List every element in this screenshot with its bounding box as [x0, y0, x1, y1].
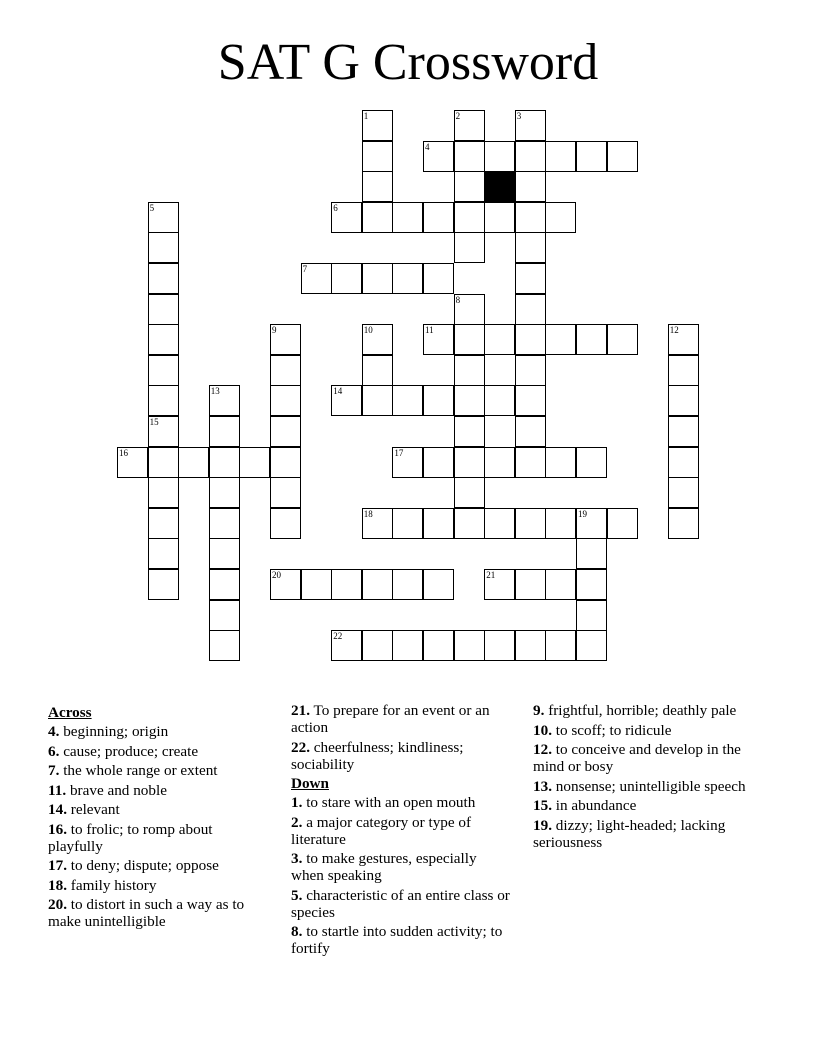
grid-cell[interactable] [454, 294, 485, 325]
cell-number: 5 [149, 202, 155, 213]
clue-number: 9. [533, 702, 545, 719]
grid-cell[interactable] [270, 508, 301, 539]
grid-cell[interactable] [454, 202, 485, 233]
grid-cell[interactable] [362, 141, 393, 172]
cell-number: 7 [302, 264, 308, 274]
clue-across-item [48, 782, 270, 799]
grid-cell[interactable] [668, 477, 699, 508]
grid-cell[interactable] [545, 630, 576, 661]
clue-across-item [48, 723, 270, 740]
grid-cell[interactable] [148, 538, 179, 569]
grid-cell[interactable] [454, 171, 485, 202]
grid-cell[interactable] [148, 294, 179, 325]
grid-cell[interactable] [454, 141, 485, 172]
clue-across-item [48, 896, 270, 930]
grid-cell[interactable] [454, 447, 485, 478]
clue-number: 8. [291, 923, 303, 940]
clue-text: to scoff; to ridicule [555, 721, 672, 739]
clue-down-item [291, 887, 513, 921]
clue-number: 17. [48, 857, 67, 874]
grid-cell[interactable] [484, 202, 515, 233]
clue-down-item [533, 778, 763, 795]
grid-cell[interactable] [668, 508, 699, 539]
clue-number: 14. [48, 801, 67, 818]
clue-text: cheerfulness; kindliness; sociability [291, 738, 464, 773]
grid-cell[interactable] [515, 355, 546, 386]
grid-cell[interactable] [423, 569, 454, 600]
grid-cell[interactable] [209, 385, 240, 416]
grid-cell[interactable] [515, 569, 546, 600]
grid-cell[interactable] [515, 110, 546, 141]
grid-cell[interactable] [178, 447, 209, 478]
grid-cell[interactable] [484, 385, 515, 416]
cell-number: 8 [455, 294, 461, 305]
clue-across-item [48, 801, 270, 818]
grid-cell[interactable] [148, 355, 179, 386]
clue-down-item [533, 817, 763, 851]
grid-cell[interactable] [362, 263, 393, 294]
grid-cell[interactable] [423, 263, 454, 294]
cell-number: 10 [363, 325, 373, 336]
grid-cell[interactable] [515, 630, 546, 661]
grid-cell[interactable] [454, 355, 485, 386]
clue-number: 10. [533, 721, 552, 739]
grid-cell[interactable] [607, 324, 638, 355]
grid-cell[interactable] [362, 569, 393, 600]
grid-cell[interactable] [148, 202, 179, 233]
grid-cell[interactable] [270, 385, 301, 416]
grid-cell[interactable] [209, 508, 240, 539]
grid-cell[interactable] [331, 385, 362, 416]
clue-column-3 [533, 702, 763, 853]
cell-number: 3 [516, 111, 522, 121]
grid-cell[interactable] [484, 569, 515, 600]
clue-number: 19. [533, 816, 552, 834]
cell-number: 15 [149, 417, 159, 427]
grid-cell[interactable] [423, 324, 454, 355]
grid-cell[interactable] [301, 263, 332, 294]
clue-text: cause; produce; create [63, 742, 199, 760]
clue-number: 6. [48, 742, 60, 760]
grid-cell[interactable] [545, 447, 576, 478]
grid-cell[interactable] [515, 294, 546, 325]
down-heading: Down [291, 775, 329, 792]
grid-cell[interactable] [545, 508, 576, 539]
grid-cell[interactable] [209, 600, 240, 631]
grid-cell[interactable] [392, 385, 423, 416]
grid-cell[interactable] [668, 355, 699, 386]
grid-cell[interactable] [515, 447, 546, 478]
grid-cell[interactable] [454, 232, 485, 263]
grid-cell[interactable] [515, 416, 546, 447]
grid-cell[interactable] [392, 630, 423, 661]
grid-cell[interactable] [668, 447, 699, 478]
cell-number: 19 [578, 508, 587, 519]
clue-number: 20. [48, 896, 67, 913]
grid-cell[interactable] [454, 416, 485, 447]
cell-number: 17 [394, 447, 404, 458]
clue-text: brave and noble [69, 781, 167, 799]
grid-cell[interactable] [545, 324, 576, 355]
grid-cell[interactable] [515, 232, 546, 263]
cell-number: 2 [455, 111, 461, 121]
clue-text: the whole range or extent [63, 762, 218, 779]
clue-number: 16. [48, 820, 67, 838]
grid-cell[interactable] [239, 447, 270, 478]
grid-cell[interactable] [607, 508, 638, 539]
grid-cell[interactable] [331, 263, 362, 294]
grid-cell[interactable] [423, 202, 454, 233]
grid-cell[interactable] [362, 324, 393, 355]
grid-cell[interactable] [362, 171, 393, 202]
grid-cell[interactable] [576, 569, 607, 600]
grid-cell[interactable] [576, 141, 607, 172]
black-square [484, 171, 515, 202]
grid-cell[interactable] [484, 508, 515, 539]
grid-cell[interactable] [209, 630, 240, 661]
grid-cell[interactable] [423, 630, 454, 661]
clue-text: to distort in such a way as to make unintelligible [48, 896, 245, 930]
clue-text: beginning; origin [63, 723, 169, 740]
clue-text: family history [70, 876, 157, 894]
clue-column-2 [291, 702, 513, 960]
clue-across-item [48, 762, 270, 779]
cell-number: 20 [272, 570, 281, 580]
grid-cell[interactable] [545, 141, 576, 172]
clue-across-item [48, 857, 270, 874]
grid-cell[interactable] [423, 508, 454, 539]
grid-cell[interactable] [270, 447, 301, 478]
clue-text: to frolic; to romp about playfully [48, 820, 213, 855]
clue-across-item [48, 821, 270, 855]
grid-cell[interactable] [576, 630, 607, 661]
grid-cell[interactable] [148, 447, 179, 478]
grid-cell[interactable] [484, 630, 515, 661]
grid-cell[interactable] [362, 508, 393, 539]
clue-text: nonsense; unintelligible speech [555, 777, 746, 795]
grid-cell[interactable] [576, 508, 607, 539]
grid-cell[interactable] [576, 600, 607, 631]
cell-number: 18 [363, 508, 373, 519]
grid-cell[interactable] [148, 324, 179, 355]
grid-cell[interactable] [668, 416, 699, 447]
grid-cell[interactable] [484, 447, 515, 478]
grid-cell[interactable] [270, 416, 301, 447]
clue-down-item [533, 741, 763, 775]
clue-number: 1. [291, 794, 303, 811]
clue-down-item [291, 923, 513, 957]
clue-text: to startle into sudden activity; to fortify [291, 923, 503, 957]
grid-cell[interactable] [454, 630, 485, 661]
puzzle-title: SAT G Crossword [217, 34, 599, 91]
grid-cell[interactable] [454, 324, 485, 355]
grid-cell[interactable] [270, 477, 301, 508]
clue-number: 13. [533, 777, 552, 795]
grid-cell[interactable] [576, 538, 607, 569]
clue-across-item [48, 877, 270, 894]
clue-across-item [48, 743, 270, 760]
grid-cell[interactable] [515, 171, 546, 202]
grid-cell[interactable] [515, 324, 546, 355]
clue-text: a major category or type of literature [291, 813, 472, 848]
grid-cell[interactable] [362, 355, 393, 386]
cell-number: 21 [486, 570, 496, 580]
grid-cell[interactable] [148, 477, 179, 508]
grid-cell[interactable] [148, 385, 179, 416]
grid-cell[interactable] [392, 508, 423, 539]
grid-cell[interactable] [392, 569, 423, 600]
clue-down-item [533, 722, 763, 739]
grid-cell[interactable] [392, 263, 423, 294]
grid-cell[interactable] [270, 569, 301, 600]
clue-number: 4. [48, 723, 60, 740]
clue-down-item [291, 794, 513, 811]
grid-cell[interactable] [454, 508, 485, 539]
grid-cell[interactable] [484, 141, 515, 172]
grid-cell[interactable] [576, 447, 607, 478]
grid-cell[interactable] [148, 508, 179, 539]
grid-cell[interactable] [148, 232, 179, 263]
across-heading: Across [48, 704, 92, 721]
grid-cell[interactable] [454, 477, 485, 508]
grid-cell[interactable] [331, 630, 362, 661]
grid-cell[interactable] [668, 385, 699, 416]
grid-cell[interactable] [209, 416, 240, 447]
grid-cell[interactable] [209, 477, 240, 508]
clue-number: 22. [291, 738, 310, 756]
clue-across-item [291, 702, 513, 736]
cell-number: 22 [333, 631, 343, 642]
clue-number: 15. [533, 797, 552, 814]
cell-number: 6 [333, 202, 338, 213]
cell-number: 14 [333, 386, 343, 397]
clue-number: 21. [291, 702, 310, 719]
clue-text: to deny; dispute; oppose [70, 857, 219, 874]
grid-cell[interactable] [301, 569, 332, 600]
grid-cell[interactable] [148, 263, 179, 294]
grid-cell[interactable] [515, 385, 546, 416]
grid-cell[interactable] [668, 324, 699, 355]
clue-text: relevant [70, 801, 120, 818]
clue-text: frightful, horrible; deathly pale [548, 702, 737, 719]
clue-text: to make gestures, especially when speaking [291, 850, 477, 884]
grid-cell[interactable] [362, 110, 393, 141]
clue-text: characteristic of an entire class or species [291, 886, 510, 921]
grid-cell[interactable] [423, 447, 454, 478]
grid-cell[interactable] [423, 385, 454, 416]
grid-cell[interactable] [148, 416, 179, 447]
clue-number: 11. [48, 781, 67, 799]
clue-down-item [291, 850, 513, 884]
grid-cell[interactable] [515, 202, 546, 233]
clue-text: to stare with an open mouth [306, 794, 476, 811]
grid-cell[interactable] [515, 141, 546, 172]
grid-cell[interactable] [148, 569, 179, 600]
grid-cell[interactable] [331, 202, 362, 233]
grid-cell[interactable] [209, 538, 240, 569]
grid-cell[interactable] [545, 569, 576, 600]
grid-cell[interactable] [117, 447, 148, 478]
cell-number: 11 [425, 325, 434, 336]
grid-cell[interactable] [515, 263, 546, 294]
clue-number: 5. [291, 886, 303, 904]
grid-cell[interactable] [270, 355, 301, 386]
grid-cell[interactable] [209, 569, 240, 600]
grid-cell[interactable] [392, 202, 423, 233]
clue-number: 7. [48, 762, 60, 779]
grid-cell[interactable] [270, 324, 301, 355]
grid-cell[interactable] [392, 447, 423, 478]
clue-number: 12. [533, 741, 552, 758]
clue-number: 2. [291, 813, 303, 831]
grid-cell[interactable] [331, 569, 362, 600]
grid-cell[interactable] [454, 110, 485, 141]
grid-cell[interactable] [362, 630, 393, 661]
cell-number: 16 [119, 447, 128, 458]
grid-cell[interactable] [362, 385, 393, 416]
grid-cell[interactable] [545, 202, 576, 233]
clue-number: 18. [48, 876, 67, 894]
cell-number: 13 [210, 386, 220, 397]
grid-cell[interactable] [209, 447, 240, 478]
grid-cell[interactable] [454, 385, 485, 416]
cell-number: 1 [363, 111, 369, 121]
clue-down-item [291, 814, 513, 848]
cell-number: 12 [669, 325, 679, 336]
cell-number: 4 [425, 141, 430, 152]
grid-cell[interactable] [607, 141, 638, 172]
grid-cell[interactable] [484, 324, 515, 355]
clue-across-item [291, 739, 513, 773]
grid-cell[interactable] [423, 141, 454, 172]
clue-column-1 [48, 702, 270, 933]
clue-down-item [533, 702, 763, 719]
grid-cell[interactable] [362, 202, 393, 233]
clue-text: to conceive and develop in the mind or bosy [533, 741, 741, 775]
clue-text: To prepare for an event or an action [291, 702, 490, 736]
cell-number: 9 [272, 325, 277, 336]
clue-text: in abundance [555, 797, 637, 814]
grid-cell[interactable] [576, 324, 607, 355]
grid-cell[interactable] [515, 508, 546, 539]
clue-text: dizzy; light-headed; lacking seriousness [533, 816, 726, 851]
clue-down-item [533, 797, 763, 814]
clue-number: 3. [291, 850, 303, 867]
